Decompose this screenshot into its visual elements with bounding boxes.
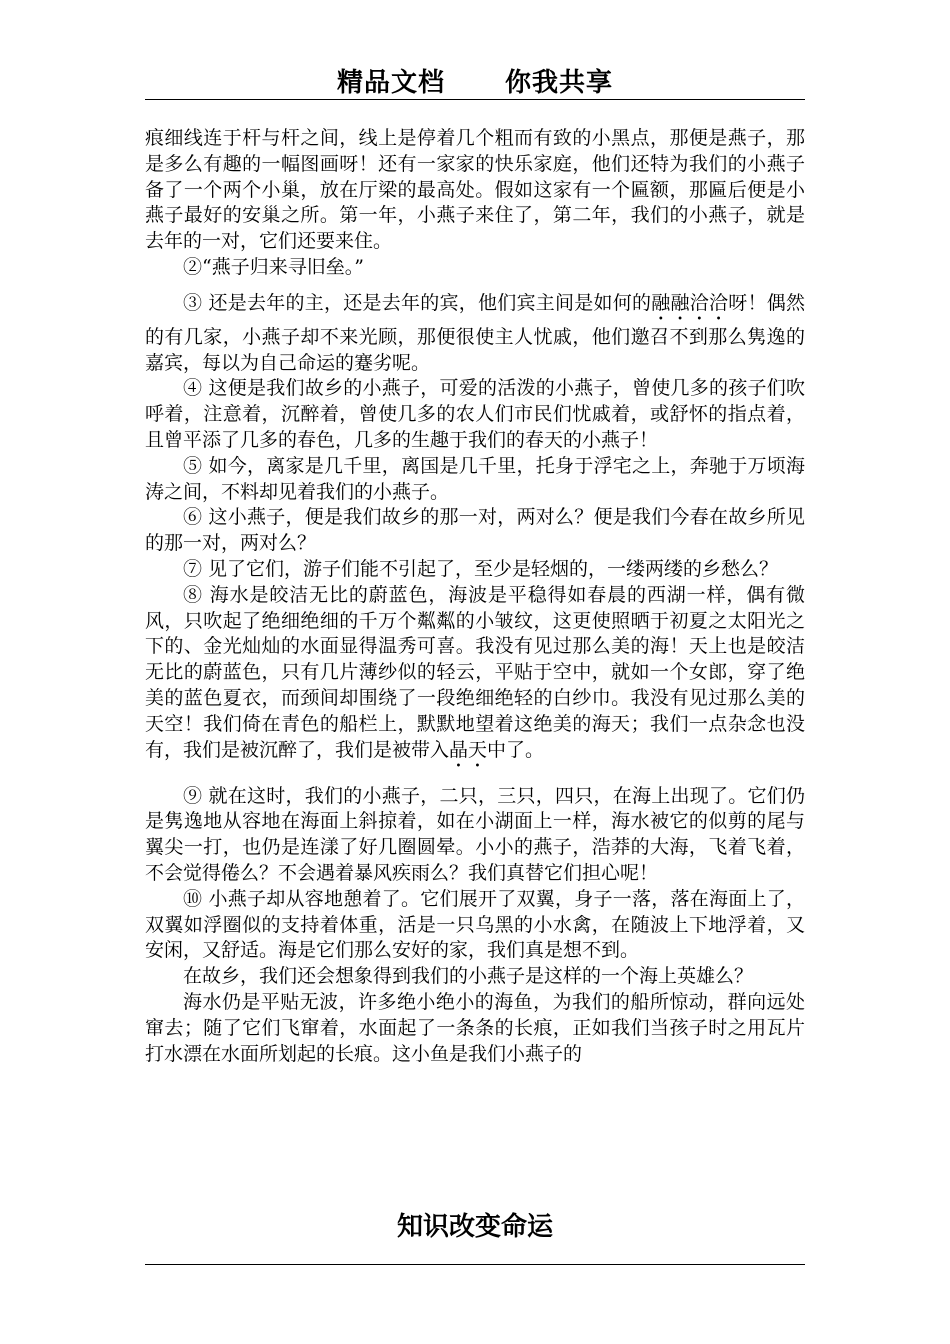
paragraph: ⑥ 这小燕子，便是我们故乡的那一对，两对么？便是我们今春在故乡所见的那一对，两对么？ [145,506,805,555]
header-rule [145,99,805,100]
paragraph: ⑤ 如今，离家是几千里，离国是几千里，托身于浮宅之上，奔驰于万顷海涛之间，不料却见着我们的小燕子。 [145,454,805,503]
page-footer: 知识改变命运 [396,1212,553,1242]
article-body [145,126,805,1067]
paragraph-text: ⑧ 海水是皎洁无比的蔚蓝色，海波是平稳得如春晨的西湖一样，偶有微风，只吹起了绝细绝细的千万个粼粼的小皱纹，这更使照晒于初夏之太阳光之下的、金光灿灿的水面显得温秀可喜。我没有见过那么美的海！天上也是皎洁无比的蔚蓝色，只有几片薄纱似的轻云，平贴于空中，就如一个女郎，穿了绝美的蓝色夏衣，而颈间却围绕了一段绝细绝轻的白纱巾。我没有见过那么美的天空！我们倚在青色的船栏上，默默地望着这绝美的海天；我们一点杂念也没有，我们是被沉醉了，我们是被带入 [145,583,805,761]
paragraph [145,291,805,377]
paragraph-text: 中了。 [487,738,545,761]
paragraph: 在故乡，我们还会想象得到我们的小燕子是这样的一个海上英雄么？ [183,965,754,988]
footer-rule [145,1264,805,1265]
page-header [145,62,805,98]
header-left-text: 精品文档 [336,68,445,98]
paragraph: ⑦ 见了它们，游子们能不引起了，至少是轻烟的，一缕两缕的乡愁么？ [183,557,779,580]
paragraph-text: 呀！偶然的有几家，小燕子却不来光顾，那便很使主人忧戚，他们邀召不到那么隽逸的嘉宾，每以为自己命运的蹇劣呢。 [145,291,805,374]
paragraph: ⑨ 就在这时，我们的小燕子，二只，三只，四只，在海上出现了。它们仍是隽逸地从容地在海面上斜掠着，如在小湖面上一样，海水被它的似剪的尾与翼尖一打，也仍是连漾了好几圈圆晕。小小的燕子，浩莽的大海，飞着飞着，不会觉得倦么？不会遇着暴风疾雨么？我们真替它们担心呢！ [145,784,805,884]
paragraph: ④ 这便是我们故乡的小燕子，可爱的活泼的小燕子，曾使几多的孩子们吹呼着，注意着，沉醉着，曾使几多的农人们市民们忧戚着，或舒怀的指点着，且曾平添了几多的春色，几多的生趣于我们的春天的小燕子！ [145,377,805,451]
paragraph: 痕细线连于杆与杆之间，线上是停着几个粗而有致的小黑点，那便是燕子，那是多么有趣的一幅图画呀！还有一家家的快乐家庭，他们还特为我们的小燕子备了一个两个小巢，放在厅梁的最高处。假如这家有一个匾额，那匾后便是小燕子最好的安巢之所。第一年，小燕子来住了，第二年，我们的小燕子，就是去年的一对，它们还要来住。 [145,127,805,253]
emphasized-text: 融融洽洽 [651,291,729,314]
emphasized-text: 晶天 [449,738,488,761]
paragraph-text: ③ 还是去年的主，还是去年的宾，他们宾主间是如何的 [183,291,652,314]
paragraph: ②“燕子归来寻旧垒。” [183,255,364,278]
paragraph [145,583,805,772]
paragraph: ⑩ 小燕子却从容地憩着了。它们展开了双翼，身子一落，落在海面上了，双翼如浮圈似的支持着体重，活是一只乌黑的小水禽，在随波上下地浮着，又安闲，又舒适。海是它们那么安好的家，我们真是想不到。 [145,887,805,962]
paragraph: 海水仍是平贴无波，许多绝小绝小的海鱼，为我们的船所惊动，群向远处窜去；随了它们飞窜着，水面起了一条条的长痕，正如我们当孩子时之用瓦片打水漂在水面所划起的长痕。这小鱼是我们小燕子的 [145,990,805,1065]
header-right-text: 你我共享 [505,68,614,98]
